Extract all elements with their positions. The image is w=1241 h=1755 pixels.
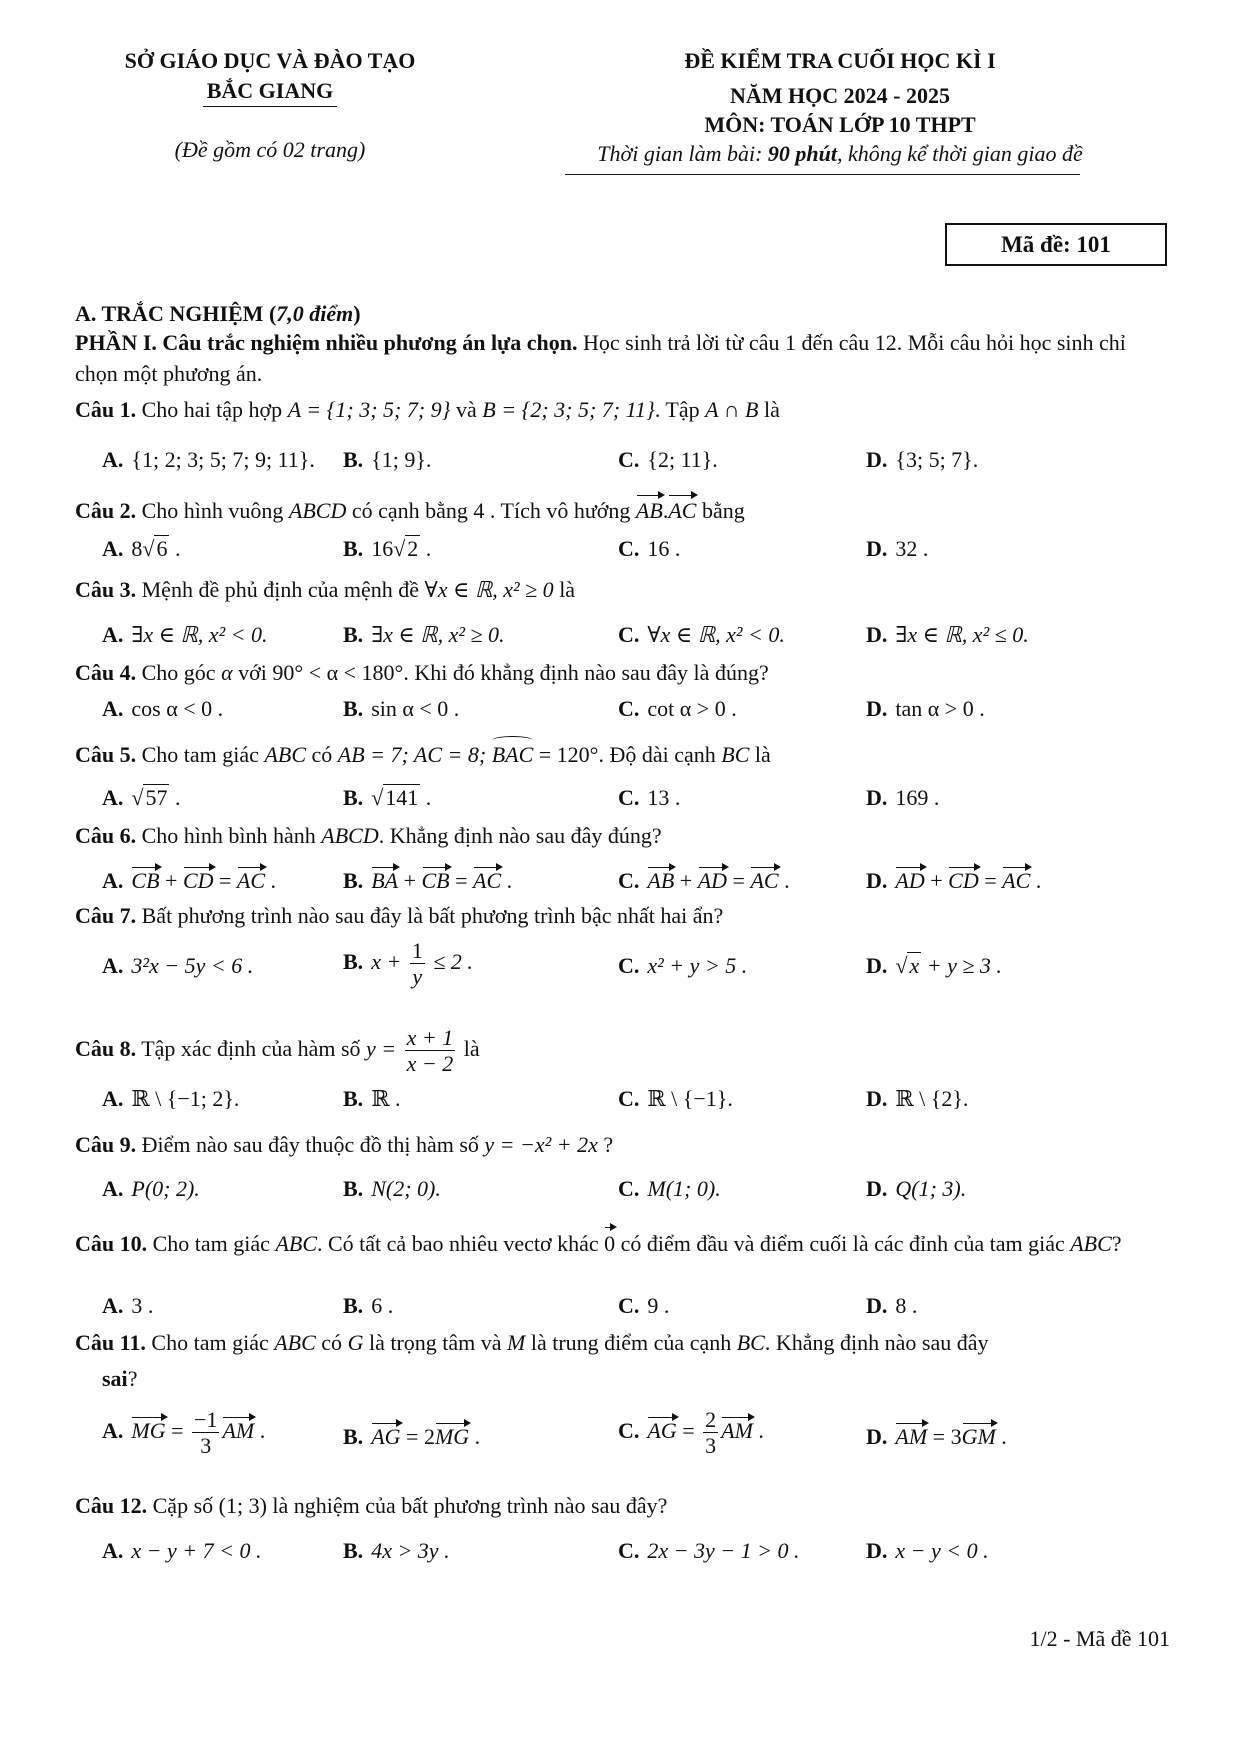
header-dept: SỞ GIÁO DỤC VÀ ĐÀO TẠO [124, 48, 416, 73]
question-9: Câu 9. Điểm nào sau đây thuộc đồ thị hàm số y = −x² + 2x ? [75, 1132, 614, 1157]
exam-time: Thời gian làm bài: 90 phút, không kể thời gian giao đề [597, 141, 1083, 166]
part-instructions: PHẦN I. Câu trắc nghiệm nhiều phương án lựa chọn. Học sinh trả lời từ câu 1 đến câu 12. Mỗi câu hỏi học sinh chỉ chọn một phương án. [75, 330, 1126, 386]
q2-option-c: C. 16 . [618, 536, 681, 561]
q6-option-d: D. AD + CD = AC . [866, 868, 1042, 893]
q10-option-d: D. 8 . [866, 1293, 918, 1318]
q4-option-b: B. sin α < 0 . [343, 696, 460, 721]
q1-option-c: C. {2; 11}. [618, 447, 718, 472]
q4-option-c: C. cot α > 0 . [618, 696, 737, 721]
question-7: Câu 7. Bất phương trình nào sau đây là bất phương trình bậc nhất hai ẩn? [75, 903, 724, 928]
province-underline [203, 106, 337, 107]
q4-option-d: D. tan α > 0 . [866, 696, 985, 721]
question-5: Câu 5. Cho tam giác ABC có AB = 7; AC = 8; BAC = 120°. Độ dài cạnh BC là [75, 740, 1170, 770]
question-12: Câu 12. Cặp số (1; 3) là nghiệm của bất phương trình nào sau đây? [75, 1493, 668, 1518]
q6-option-c: C. AB + AD = AC . [618, 868, 790, 893]
exam-title: ĐỀ KIỂM TRA CUỐI HỌC KÌ I [684, 48, 996, 73]
q9-option-d: D. Q(1; 3). [866, 1176, 967, 1201]
question-8: Câu 8. Tập xác định của hàm số y = $\frac{x + 1}{x - 2}$ là [75, 1025, 480, 1077]
q10-option-a: A. 3 . [102, 1293, 154, 1318]
q8-option-d: D. ℝ \ {2}. [866, 1086, 969, 1111]
q2-option-b: B. 16√2 . [343, 536, 432, 561]
q2-option-d: D. 32 . [866, 536, 929, 561]
question-3: Câu 3. Mệnh đề phủ định của mệnh đề ∀x ∈ ℝ, x² ≥ 0 là [75, 577, 576, 602]
q3-option-a: A. ∃x ∈ ℝ, x² < 0. [102, 622, 268, 647]
section-title: A. TRẮC NGHIỆM (7,0 điểm) [75, 301, 361, 326]
q11-option-c: C. AG = $\frac{2}{3}$ AM . [618, 1407, 764, 1459]
q8-option-c: C. ℝ \ {−1}. [618, 1086, 733, 1111]
q9-option-a: A. P(0; 2). [102, 1176, 200, 1201]
question-10: Câu 10. Cho tam giác ABC. Có tất cả bao nhiêu vectơ khác 0 có điểm đầu và điểm cuối là các đỉnh của tam giác ABC? [75, 1226, 1170, 1259]
q6-option-a: A. CB + CD = AC . [102, 868, 277, 893]
q7-option-b: B. x + $\frac{1}{y}$ ≤ 2 . [343, 938, 473, 990]
school-year: NĂM HỌC 2024 - 2025 [730, 83, 950, 108]
q9-option-b: B. N(2; 0). [343, 1176, 441, 1201]
q3-option-c: C. ∀x ∈ ℝ, x² < 0. [618, 622, 785, 647]
q4-option-a: A. cos α < 0 . [102, 696, 224, 721]
page-footer: 1/2 - Mã đề 101 [1029, 1626, 1170, 1651]
question-6: Câu 6. Cho hình bình hành ABCD. Khẳng định nào sau đây đúng? [75, 823, 662, 848]
q11-option-b: B. AG = 2MG . [343, 1424, 481, 1449]
exam-code-box: Mã đề: 101 [945, 223, 1167, 266]
q10-option-b: B. 6 . [343, 1293, 394, 1318]
question-2: Câu 2. Cho hình vuông ABCD có cạnh bằng 4 . Tích vô hướng AB.AC bằng [75, 494, 1170, 526]
q1-option-b: B. {1; 9}. [343, 447, 432, 472]
q10-option-c: C. 9 . [618, 1293, 670, 1318]
q7-option-d: D. √x + y ≥ 3 . [866, 953, 1002, 978]
q5-option-d: D. 169 . [866, 785, 940, 810]
q7-option-c: C. x² + y > 5 . [618, 953, 748, 978]
header-province: BẮC GIANG [206, 78, 334, 103]
question-1: Câu 1. Cho hai tập hợp A = {1; 3; 5; 7; 9} và B = {2; 3; 5; 7; 11}. Tập A ∩ B là [75, 397, 780, 422]
q11-option-d: D. AM = 3GM . [866, 1424, 1007, 1449]
q8-option-a: A. ℝ \ {−1; 2}. [102, 1086, 240, 1111]
q12-option-b: B. 4x > 3y . [343, 1538, 450, 1563]
q2-option-a: A. 8√6 . [102, 536, 181, 561]
subject: MÔN: TOÁN LỚP 10 THPT [704, 112, 976, 137]
header-rule [565, 174, 1080, 175]
q9-option-c: C. M(1; 0). [618, 1176, 721, 1201]
q3-option-b: B. ∃x ∈ ℝ, x² ≥ 0. [343, 622, 505, 647]
question-11: Câu 11. Cho tam giác ABC có G là trọng tâm và M là trung điểm của cạnh BC. Khẳng định nào sau đây sai? [75, 1330, 989, 1391]
q11-option-a: A. MG = $\frac{-1}{3}$ AM . [102, 1407, 266, 1459]
q5-option-b: B. √141 . [343, 785, 432, 810]
q8-option-b: B. ℝ . [343, 1086, 401, 1111]
q6-option-b: B. BA + CB = AC . [343, 868, 513, 893]
q12-option-c: C. 2x − 3y − 1 > 0 . [618, 1538, 800, 1563]
q12-option-a: A. x − y + 7 < 0 . [102, 1538, 262, 1563]
q3-option-d: D. ∃x ∈ ℝ, x² ≤ 0. [866, 622, 1029, 647]
question-4: Câu 4. Cho góc α với 90° < α < 180°. Khi đó khẳng định nào sau đây là đúng? [75, 660, 769, 685]
q5-option-c: C. 13 . [618, 785, 681, 810]
pages-note: (Đề gồm có 02 trang) [174, 137, 366, 162]
q7-option-a: A. 3²x − 5y < 6 . [102, 953, 254, 978]
q1-option-a: A. {1; 2; 3; 5; 7; 9; 11}. [102, 447, 315, 472]
q5-option-a: A. √57 . [102, 785, 181, 810]
q12-option-d: D. x − y < 0 . [866, 1538, 989, 1563]
q1-option-d: D. {3; 5; 7}. [866, 447, 979, 472]
